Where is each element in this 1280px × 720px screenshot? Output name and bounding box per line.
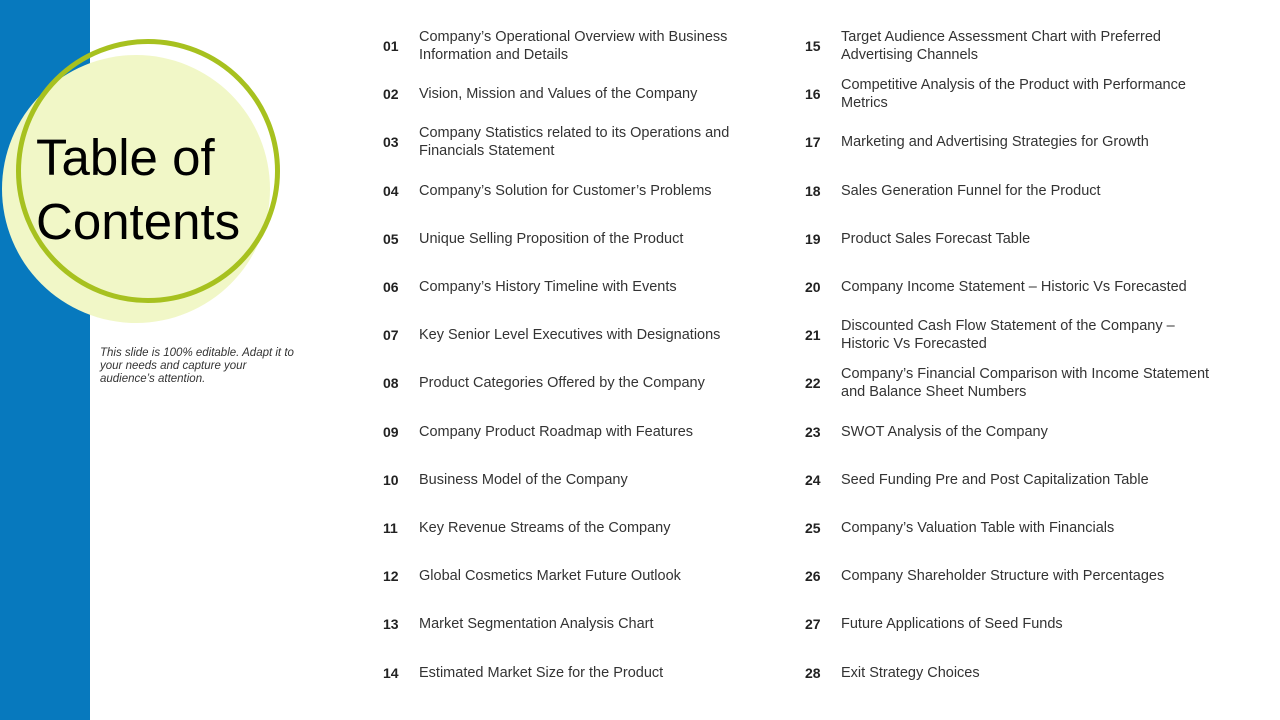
toc-item-number: 15 — [805, 38, 821, 55]
title-line-2: Contents — [36, 193, 241, 250]
toc-item — [797, 311, 1217, 359]
toc-item-title: Company’s Financial Comparison with Income Statement and Balance Sheet Numbers — [841, 366, 1210, 401]
toc-item-number: 04 — [383, 182, 399, 199]
toc-item — [375, 648, 755, 696]
toc-item — [797, 263, 1217, 311]
toc-item-title: Vision, Mission and Values of the Company — [419, 86, 698, 103]
toc-item-title: Company Income Statement – Historic Vs Forecasted — [841, 279, 1187, 296]
toc-item-title: Discounted Cash Flow Statement of the Company – Historic Vs Forecasted — [841, 318, 1175, 353]
toc-item — [797, 359, 1217, 407]
toc-item — [375, 600, 755, 648]
toc-item-number: 26 — [805, 568, 821, 585]
toc-item-number: 09 — [383, 423, 399, 440]
toc-item-title: Product Sales Forecast Table — [841, 230, 1031, 247]
toc-item-number: 05 — [383, 230, 399, 247]
toc-item — [797, 456, 1217, 504]
toc-item — [797, 648, 1217, 696]
toc-item — [797, 552, 1217, 600]
toc-item-title: Company Product Roadmap with Features — [419, 423, 694, 440]
toc-item-number: 12 — [383, 568, 399, 585]
toc-item-title: Business Model of the Company — [419, 471, 628, 488]
toc-column-left — [375, 22, 755, 697]
toc-item — [375, 70, 755, 118]
toc-item-number: 02 — [383, 86, 399, 103]
toc-item-number: 27 — [805, 616, 821, 633]
toc-item — [797, 22, 1217, 70]
toc-item — [797, 70, 1217, 118]
toc-item-title: Marketing and Advertising Strategies for Growth — [841, 134, 1149, 151]
toc-item-title: Market Segmentation Analysis Chart — [419, 616, 654, 633]
toc-item-title: Company Shareholder Structure with Percentages — [841, 568, 1165, 585]
toc-item-number: 20 — [805, 279, 821, 296]
toc-item — [797, 118, 1217, 166]
toc-item-title: SWOT Analysis of the Company — [841, 423, 1048, 440]
toc-item-number: 01 — [383, 38, 399, 55]
toc-item-title: Company Statistics related to its Operations and Financials Statement — [419, 125, 730, 160]
toc-item-title: Company’s Solution for Customer’s Problems — [419, 182, 712, 199]
toc-item-title: Estimated Market Size for the Product — [419, 664, 664, 681]
toc-item — [375, 263, 755, 311]
toc-item-number: 08 — [383, 375, 399, 392]
toc-item — [375, 504, 755, 552]
toc-item — [797, 600, 1217, 648]
toc-item — [375, 167, 755, 215]
toc-item-number: 25 — [805, 519, 821, 536]
toc-item — [375, 552, 755, 600]
toc-item-title: Seed Funding Pre and Post Capitalization Table — [841, 471, 1149, 488]
toc-item-number: 13 — [383, 616, 399, 633]
toc-item-number: 14 — [383, 664, 399, 681]
toc-item-title: Key Senior Level Executives with Designations — [419, 327, 721, 344]
toc-item — [797, 408, 1217, 456]
toc-item-number: 03 — [383, 134, 399, 151]
toc-item-number: 07 — [383, 327, 399, 344]
toc-item-title: Global Cosmetics Market Future Outlook — [419, 568, 681, 585]
toc-item — [375, 118, 755, 166]
toc-item-number: 24 — [805, 471, 821, 488]
toc-item-number: 28 — [805, 664, 821, 681]
toc-item-title: Exit Strategy Choices — [841, 664, 980, 681]
toc-item — [375, 311, 755, 359]
toc-item-title: Sales Generation Funnel for the Product — [841, 182, 1101, 199]
toc-item-number: 16 — [805, 86, 821, 103]
toc-item — [375, 359, 755, 407]
toc-item-title: Competitive Analysis of the Product with Performance Metrics — [841, 77, 1186, 112]
toc-item-title: Future Applications of Seed Funds — [841, 616, 1063, 633]
toc-item-title: Product Categories Offered by the Company — [419, 375, 705, 392]
toc-item-title: Company’s Valuation Table with Financials — [841, 519, 1115, 536]
toc-item-number: 17 — [805, 134, 821, 151]
toc-item — [375, 408, 755, 456]
toc-item — [797, 167, 1217, 215]
toc-item-title: Target Audience Assessment Chart with Preferred Advertising Channels — [841, 29, 1161, 64]
toc-item-title: Unique Selling Proposition of the Product — [419, 230, 684, 247]
toc-item — [797, 504, 1217, 552]
editable-note: This slide is 100% editable. Adapt it to your needs and capture your audience’s attention. — [100, 347, 294, 385]
toc-item-number: 21 — [805, 327, 821, 344]
toc-item-number: 06 — [383, 279, 399, 296]
toc-item-number: 11 — [383, 519, 398, 536]
toc-item-title: Company’s History Timeline with Events — [419, 279, 677, 296]
toc-item-number: 23 — [805, 423, 821, 440]
toc-item-title: Company’s Operational Overview with Business Information and Details — [419, 29, 728, 64]
toc-item-number: 22 — [805, 375, 821, 392]
toc-item — [375, 22, 755, 70]
toc-item — [375, 215, 755, 263]
toc-item-number: 10 — [383, 471, 399, 488]
toc-item-title: Key Revenue Streams of the Company — [419, 519, 671, 536]
title-line-1: Table of — [36, 129, 215, 186]
toc-item — [797, 215, 1217, 263]
toc-item — [375, 456, 755, 504]
toc-item-number: 18 — [805, 182, 821, 199]
toc-item-number: 19 — [805, 230, 821, 247]
toc-column-right — [797, 22, 1217, 697]
page-title — [36, 126, 240, 254]
